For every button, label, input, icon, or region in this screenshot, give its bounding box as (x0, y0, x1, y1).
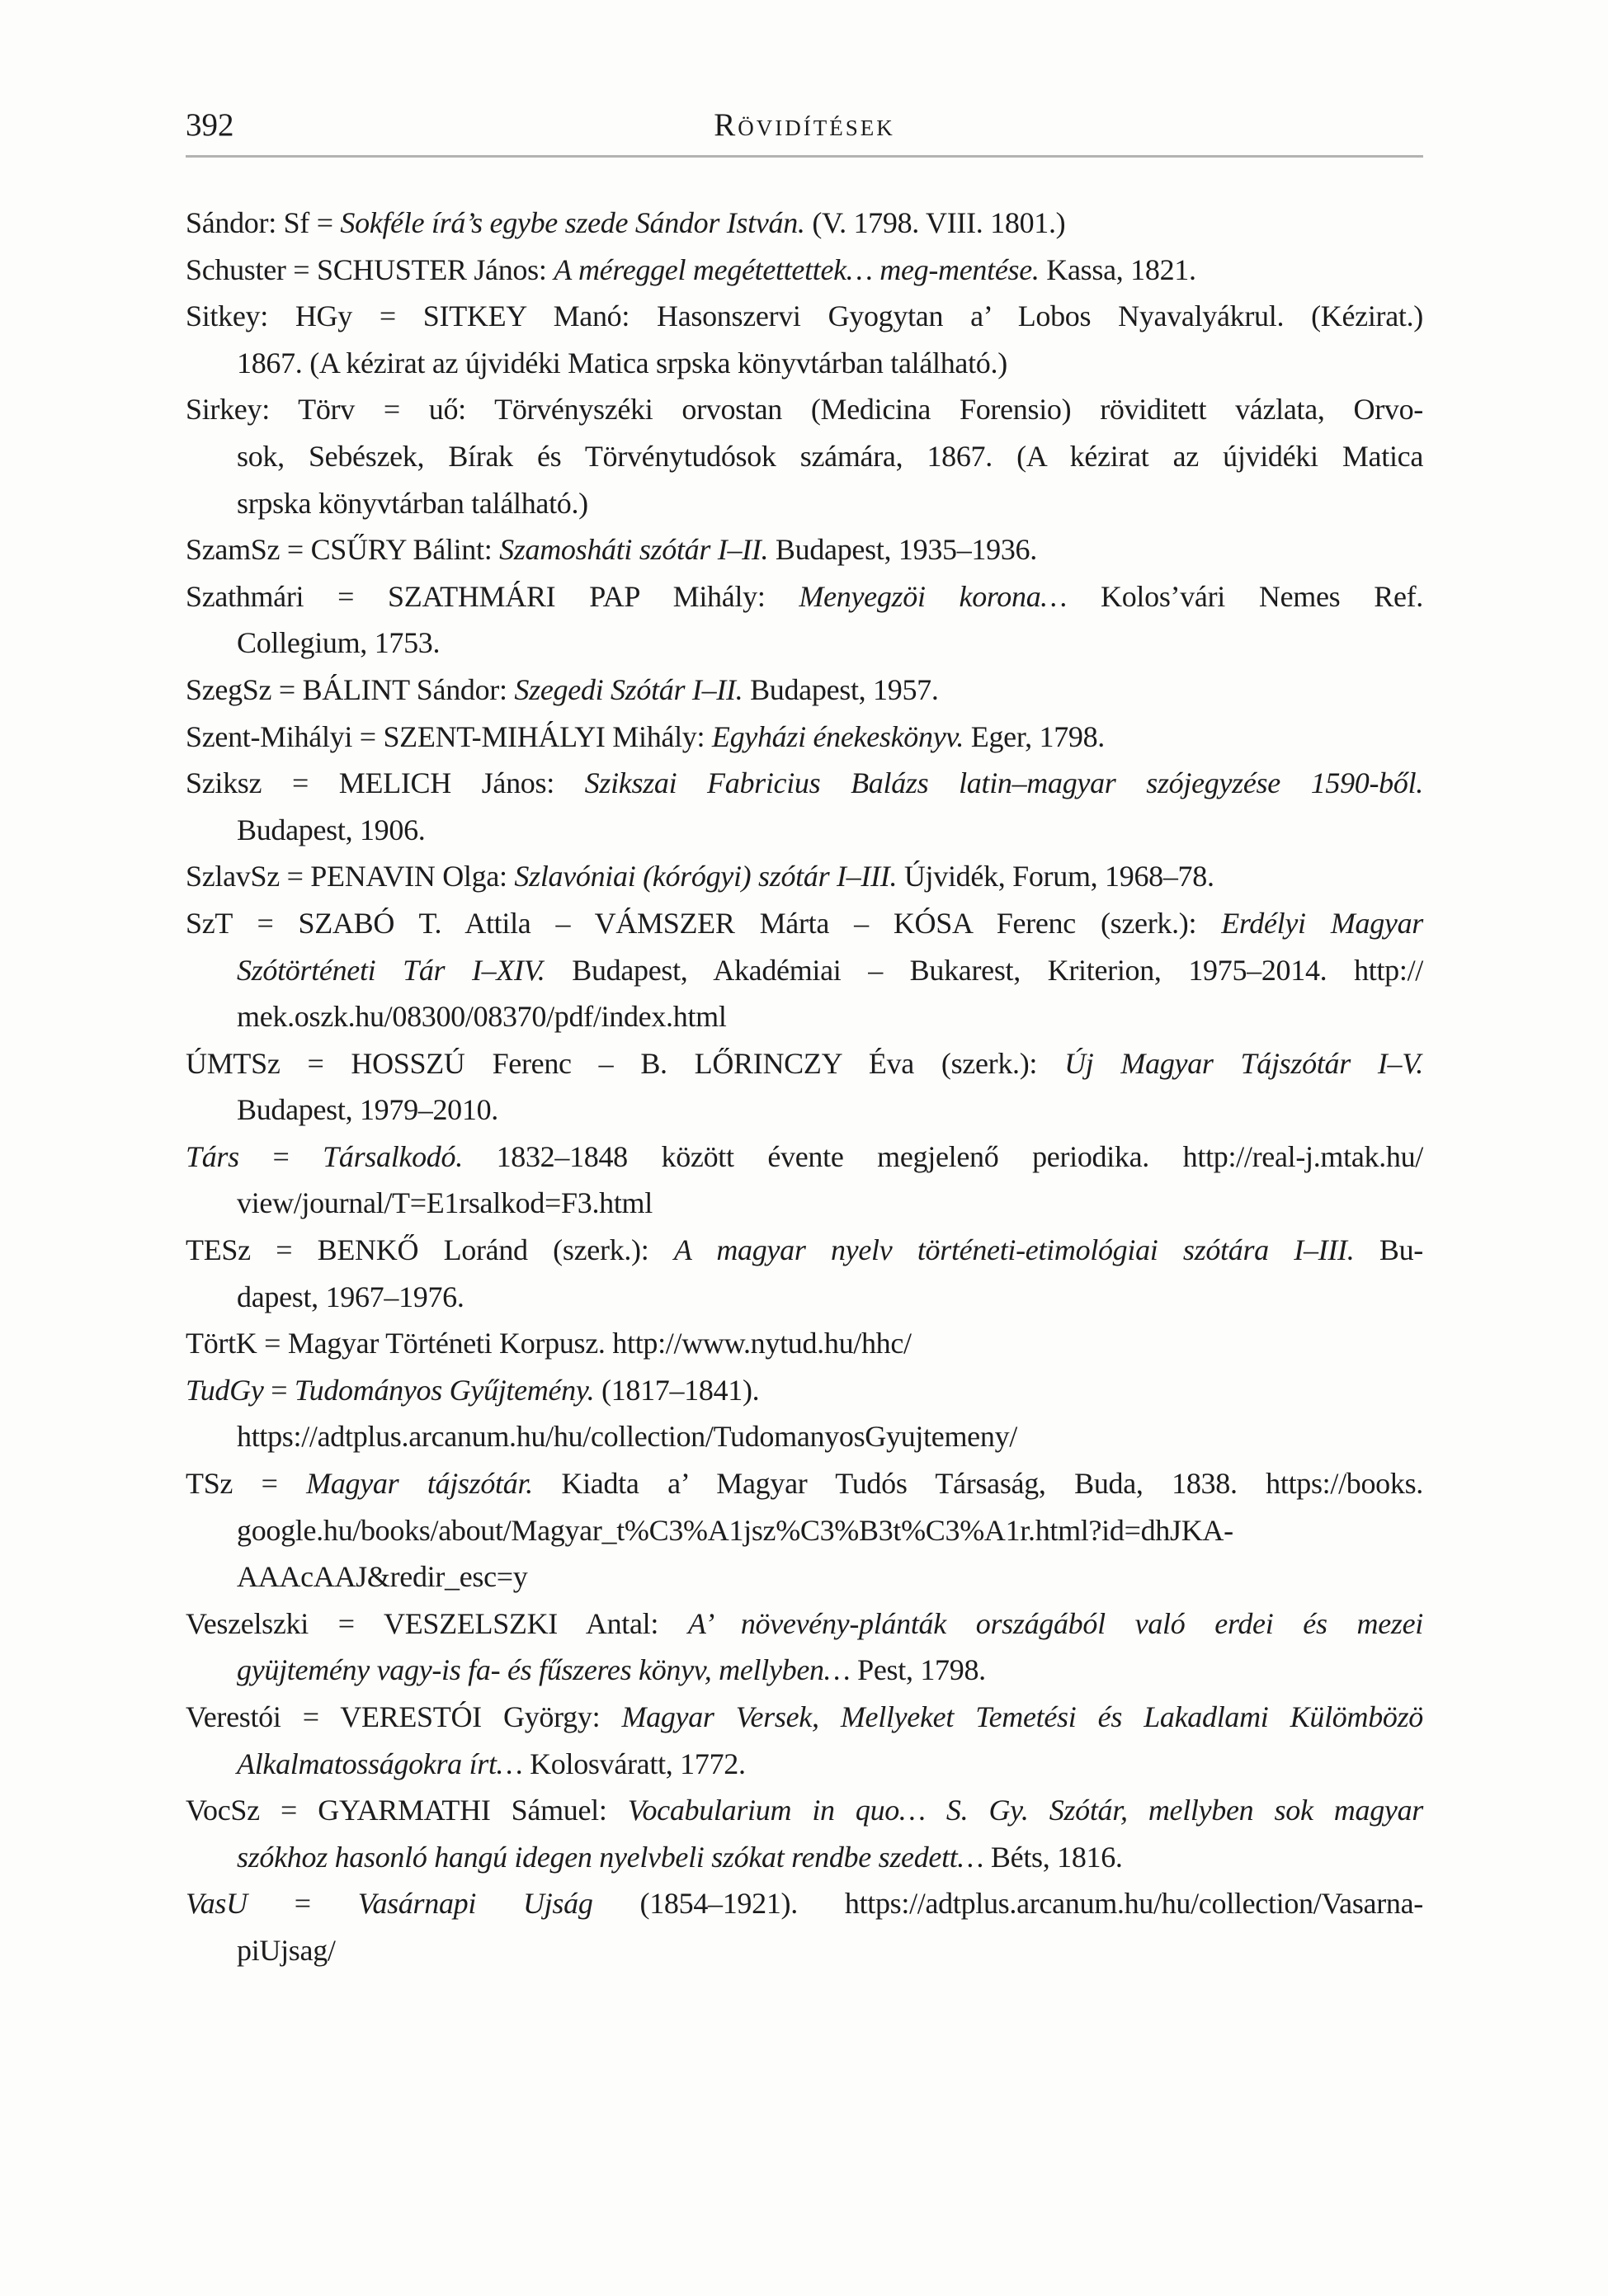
entry-line (186, 480, 1423, 527)
title-segment: Új Magyar Tájszótár I–V. (1064, 1046, 1423, 1080)
title-segment: A magyar nyelv történeti-etimológiai szótára I–III. (673, 1233, 1355, 1267)
title-segment: VasU (186, 1887, 248, 1921)
entry-line (186, 714, 1423, 761)
entry-line (186, 340, 1423, 387)
title-segment: A méreggel megétettettek… meg-mentése. (554, 252, 1040, 286)
text-segment: Kassa, 1821. (1039, 252, 1196, 286)
title-segment: Tudományos Gyűjtemény. (294, 1373, 595, 1407)
text-segment: Veszelszki = VESZELSZKI Antal: (186, 1606, 688, 1640)
text-segment: AAAcAAJ&redir_esc=y (237, 1560, 528, 1594)
entry-line (186, 1927, 1423, 1974)
entry-line (186, 386, 1423, 433)
text-segment: Budapest, 1979–2010. (237, 1093, 498, 1127)
title-segment: Magyar tájszótár. (306, 1467, 533, 1501)
entry-line (186, 1180, 1423, 1227)
entry-line (186, 1647, 1423, 1694)
title-segment: Alkalmatosságokra írt… (237, 1747, 523, 1780)
entry-line (186, 1460, 1423, 1507)
title-segment: Egyházi énekeskönyv. (711, 719, 964, 753)
entry-line (186, 900, 1423, 947)
entry-line (186, 853, 1423, 900)
header-rule (186, 155, 1423, 158)
entry-line (186, 1040, 1423, 1087)
page-number: 392 (186, 107, 234, 143)
text-segment: = (247, 1887, 358, 1921)
abbreviation-list (186, 200, 1423, 1974)
text-segment: Budapest, Akadémiai – Bukarest, Kriterion, 1975–2014. http:// (545, 953, 1423, 987)
page-header (186, 106, 1423, 150)
text-segment: google.hu/books/about/Magyar_t%C3%A1jsz%C3%B3t%C3%A1r.html?id=dhJKA- (237, 1513, 1233, 1547)
text-segment: view/journal/T=E1rsalkod=F3.html (237, 1186, 653, 1220)
entry-line (186, 807, 1423, 854)
title-segment: gyüjtemény vagy-is fa- és fűszeres könyv, mellyben… (237, 1653, 851, 1687)
text-segment: = (263, 1373, 295, 1407)
title-segment: Szamosháti szótár I–II. (499, 533, 769, 567)
entry-line (186, 1087, 1423, 1134)
text-segment: (V. 1798. VIII. 1801.) (804, 206, 1066, 239)
title-segment: TudGy (186, 1373, 264, 1407)
text-segment: sok, Sebészek, Bírak és Törvénytudósok számára, 1867. (A kézirat az újvidéki Matica (237, 439, 1423, 473)
title-segment: Szegedi Szótár I–II. (514, 672, 743, 706)
running-title: Rövidítések (714, 107, 895, 143)
title-segment: Szikszai Fabricius Balázs latin–magyar szójegyzése 1590-ből. (584, 766, 1423, 800)
text-segment: Budapest, 1935–1936. (768, 533, 1037, 567)
text-segment: TörtK = Magyar Történeti Korpusz. http://www.nytud.hu/hhc/ (186, 1327, 912, 1360)
entry-line (186, 993, 1423, 1040)
entry-line (186, 667, 1423, 714)
entry-line (186, 1880, 1423, 1927)
text-segment: Eger, 1798. (964, 719, 1105, 753)
text-segment: VocSz = GYARMATHI Sámuel: (186, 1794, 628, 1827)
text-segment: 1867. (A kézirat az újvidéki Matica srpska könyvtárban található.) (237, 346, 1007, 380)
text-segment: Kiadta a’ Magyar Tudós Társaság, Buda, 1838. https://books. (532, 1467, 1423, 1501)
text-segment: Kolos’vári Nemes Ref. (1067, 579, 1424, 613)
text-segment: (1817–1841). (594, 1373, 760, 1407)
text-segment: Sitkey: HGy = SITKEY Manó: Hasonszervi Gyogytan a’ Lobos Nyavalyákrul. (Kézirat.) (186, 299, 1423, 333)
title-segment: Szlavóniai (kórógyi) szótár I–III. (514, 860, 898, 893)
entry-line (186, 1227, 1423, 1274)
entry-line (186, 573, 1423, 620)
title-segment: Erdélyi Magyar (1221, 906, 1423, 940)
entry-line (186, 1134, 1423, 1181)
entry-line (186, 947, 1423, 994)
text-segment: SzT = SZABÓ T. Attila – VÁMSZER Márta – KÓSA Ferenc (szerk.): (186, 906, 1222, 940)
entry-line (186, 1507, 1423, 1554)
title-segment: Magyar Versek, Mellyeket Temetési és Lakadlami Külömbözö (621, 1700, 1423, 1733)
entry-line (186, 1694, 1423, 1741)
title-segment: Vocabularium in quo… S. Gy. Szótár, mellyben sok magyar (627, 1794, 1423, 1827)
title-segment: A’ növevény-plánták országából való erdei és mezei (687, 1606, 1423, 1640)
title-segment: szókhoz hasonló hangú idegen nyelvbeli szókat rendbe szedett… (237, 1840, 984, 1874)
text-segment: TSz = (186, 1467, 307, 1501)
text-segment: = (238, 1139, 323, 1173)
entry-line (186, 247, 1423, 294)
entry-line (186, 1274, 1423, 1321)
entry-line (186, 1553, 1423, 1601)
text-segment: Újvidék, Forum, 1968–78. (897, 860, 1214, 893)
title-segment: Társalkodó. (323, 1139, 463, 1173)
text-segment: https://adtplus.arcanum.hu/hu/collection/TudomanyosGyujtemeny/ (237, 1420, 1017, 1454)
entry-line (186, 1413, 1423, 1460)
text-segment: Béts, 1816. (983, 1840, 1123, 1874)
entry-line (186, 620, 1423, 667)
entry-line (186, 526, 1423, 573)
entry-line (186, 293, 1423, 340)
text-segment: (1854–1921). https://adtplus.arcanum.hu/hu/collection/Vasarna- (592, 1887, 1423, 1921)
text-segment: Collegium, 1753. (237, 626, 441, 660)
entry-line (186, 1741, 1423, 1788)
text-segment: dapest, 1967–1976. (237, 1280, 464, 1313)
text-segment: Sziksz = MELICH János: (186, 766, 585, 800)
text-segment: Sándor: Sf = (186, 206, 341, 239)
title-segment: Vasárnapi Ujság (357, 1887, 593, 1921)
text-segment: Budapest, 1906. (237, 813, 426, 846)
title-segment: Menyegzöi korona… (799, 579, 1068, 613)
text-segment: Sirkey: Törv = uő: Törvényszéki orvostan (Medicina Forensio) röviditett vázlata, Orvo- (186, 393, 1423, 427)
text-segment: ÚMTSz = HOSSZÚ Ferenc – B. LŐRINCZY Éva (szerk.): (186, 1046, 1065, 1080)
entry-line (186, 1834, 1423, 1881)
entry-line (186, 760, 1423, 807)
title-segment: Szótörténeti Tár I–XIV. (237, 953, 545, 987)
text-segment: Bu- (1354, 1233, 1423, 1267)
text-segment: Szathmári = SZATHMÁRI PAP Mihály: (186, 579, 799, 613)
entry-line (186, 433, 1423, 480)
text-segment: mek.oszk.hu/08300/08370/pdf/index.html (237, 1000, 727, 1034)
text-segment: Budapest, 1957. (743, 672, 939, 706)
entry-line (186, 1320, 1423, 1367)
entry-line (186, 1367, 1423, 1414)
text-segment: 1832–1848 között évente megjelenő periodika. http://real-j.mtak.hu/ (462, 1139, 1424, 1173)
text-segment: Verestói = VERESTÓI György: (186, 1700, 622, 1733)
text-segment: Szent-Mihályi = SZENT-MIHÁLYI Mihály: (186, 719, 712, 753)
title-segment: Sokféle írá’s egybe szede Sándor István. (340, 206, 805, 239)
text-segment: srpska könyvtárban található.) (237, 486, 588, 520)
entry-line (186, 1787, 1423, 1834)
title-segment: Társ (186, 1139, 239, 1173)
text-segment: Pest, 1798. (850, 1653, 986, 1687)
text-segment: Kolosváratt, 1772. (522, 1747, 746, 1780)
text-segment: SzlavSz = PENAVIN Olga: (186, 860, 515, 893)
text-segment: SzamSz = CSŰRY Bálint: (186, 533, 500, 567)
text-segment: TESz = BENKŐ Loránd (szerk.): (186, 1233, 674, 1267)
text-segment: piUjsag/ (237, 1933, 336, 1967)
entry-line (186, 1601, 1423, 1648)
text-segment: SzegSz = BÁLINT Sándor: (186, 672, 515, 706)
entry-line (186, 200, 1423, 247)
text-segment: Schuster = SCHUSTER János: (186, 252, 554, 286)
